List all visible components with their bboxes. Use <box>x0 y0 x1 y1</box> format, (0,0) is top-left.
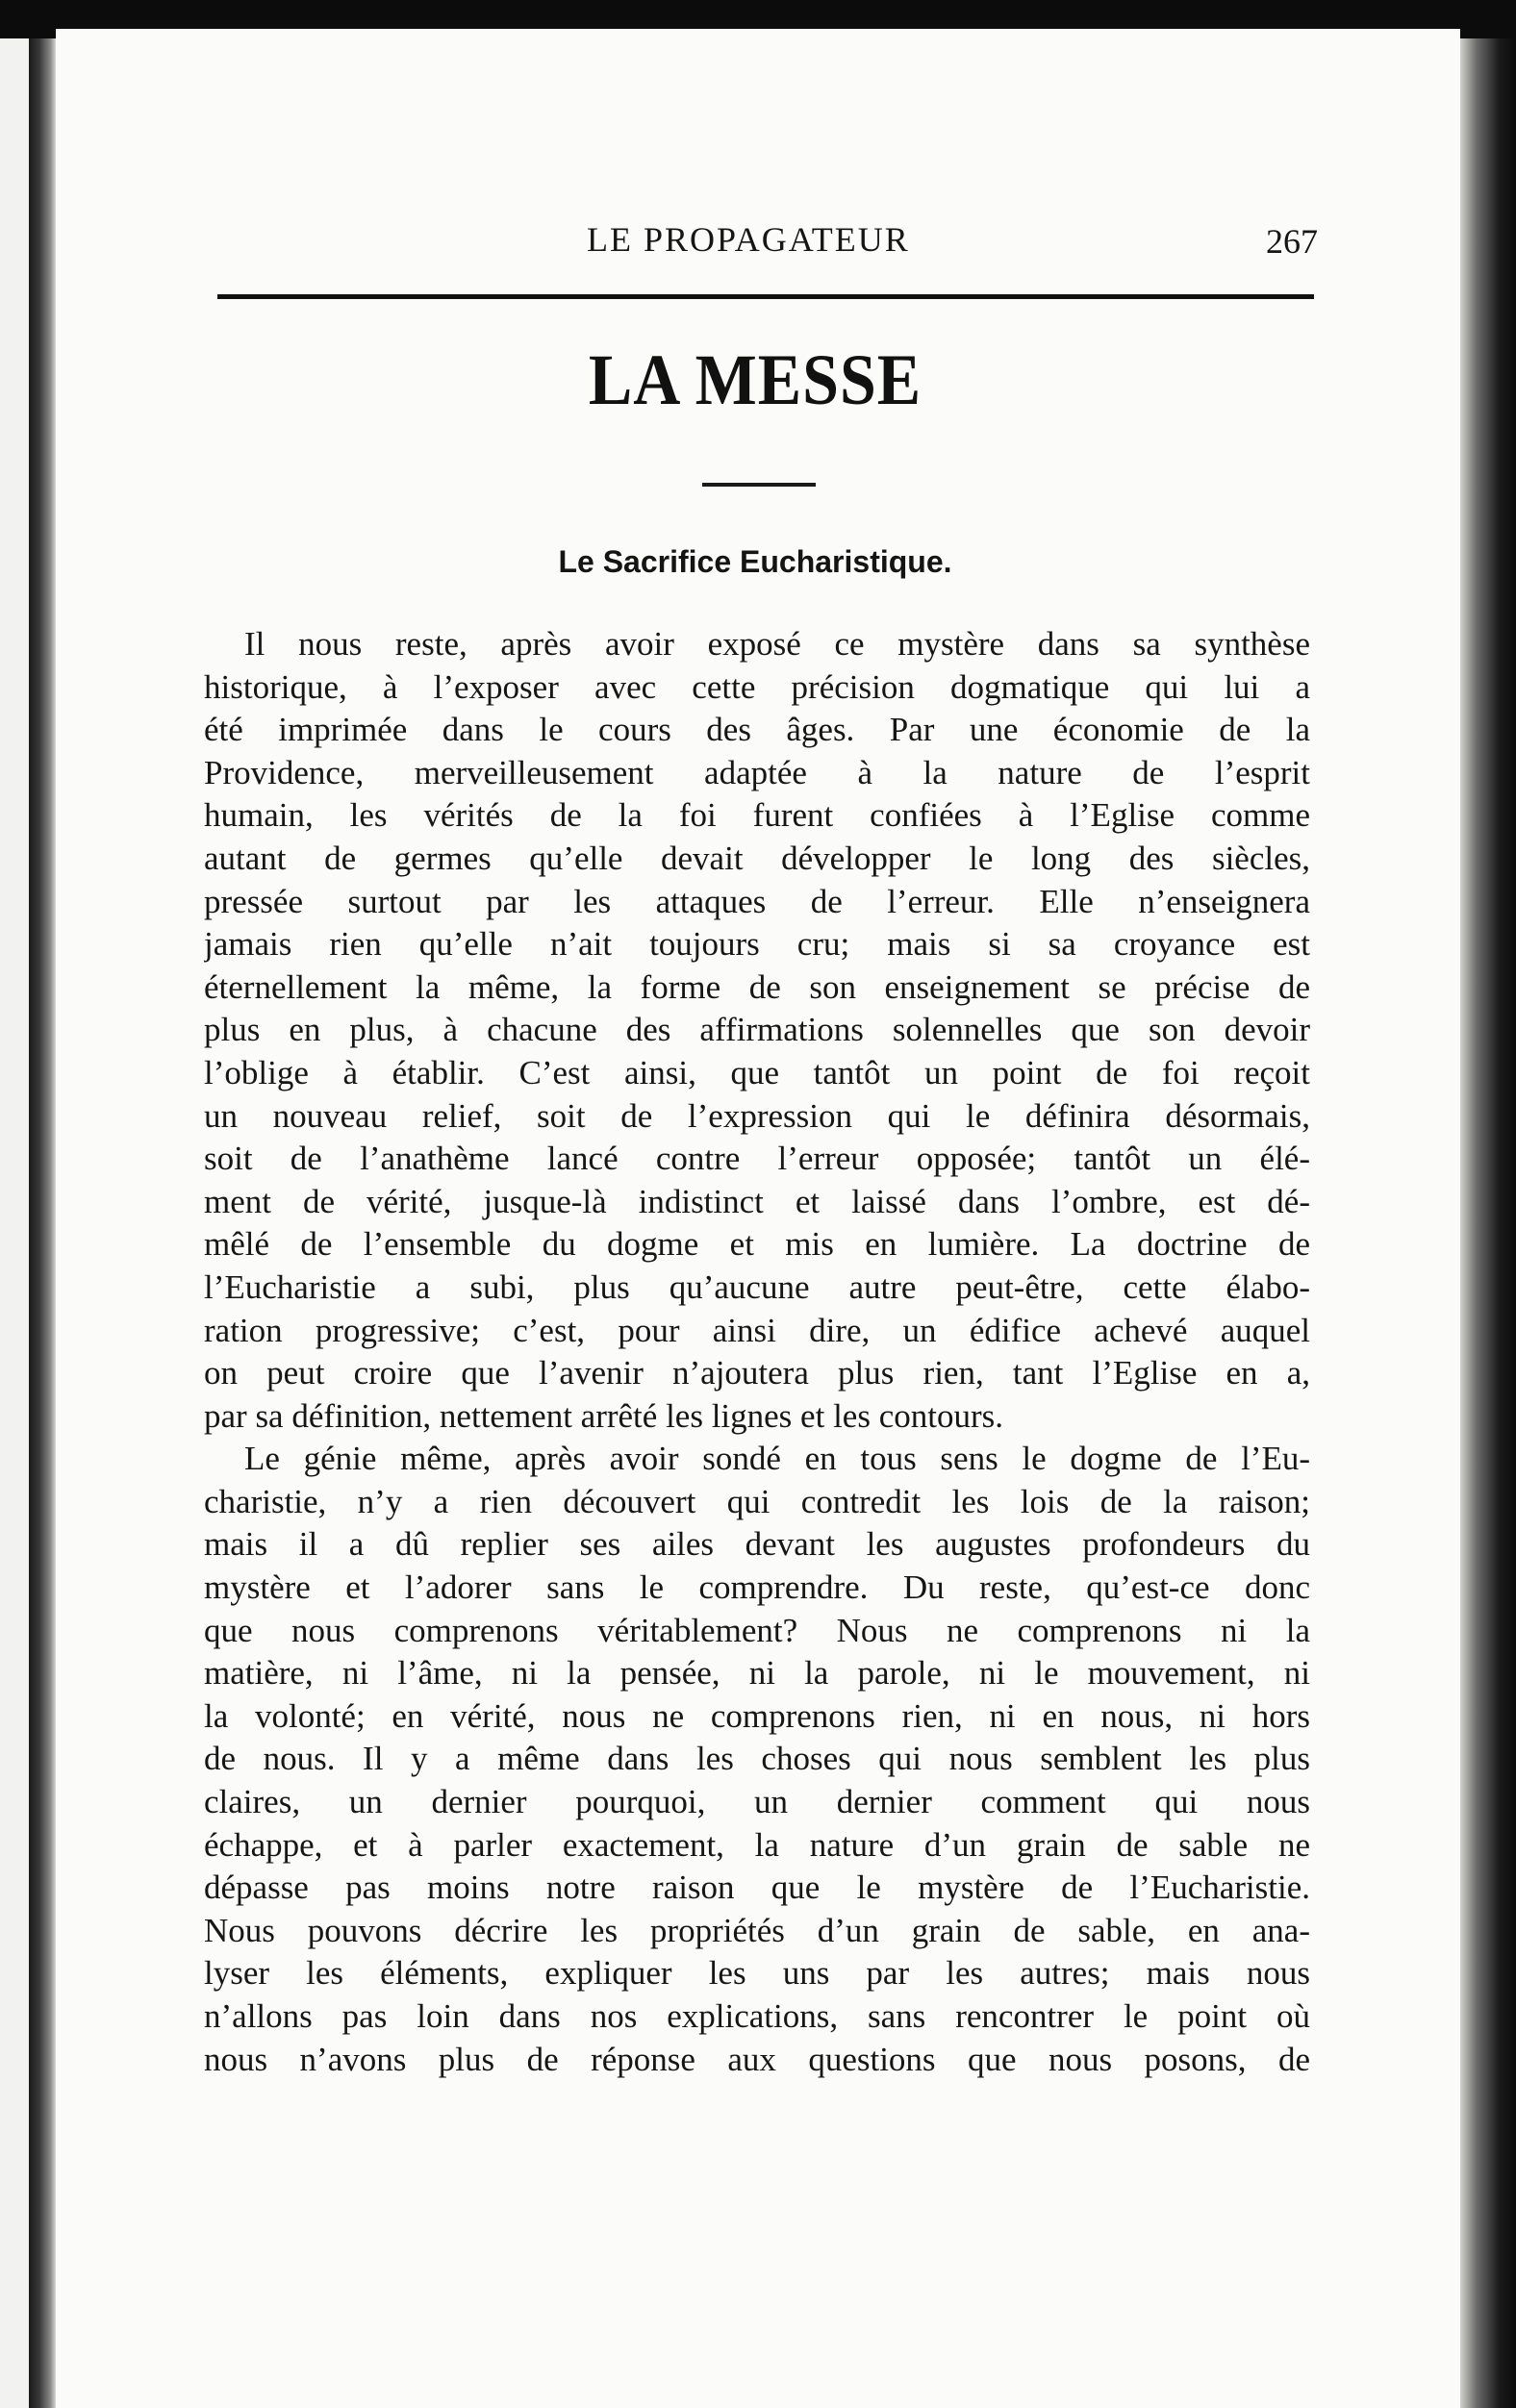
text-line: jamais rien qu’elle n’ait toujours cru; mais si sa croyance est <box>204 925 1310 964</box>
text-line: la volonté; en vérité, nous ne comprenons rien, ni en nous, ni hors <box>204 1696 1310 1735</box>
running-title: LE PROPAGATEUR <box>587 220 910 259</box>
binding-gutter-left <box>29 38 56 2408</box>
text-line: matière, ni l’âme, ni la pensée, ni la parole, ni le mouvement, ni <box>204 1654 1310 1693</box>
text-line: autant de germes qu’elle devait développer le long des siècles, <box>204 839 1310 877</box>
text-line: on peut croire que l’avenir n’ajoutera plus rien, tant l’Eglise en a, <box>204 1354 1310 1392</box>
text-line: soit de l’anathème lancé contre l’erreur opposée; tantôt un élé- <box>204 1140 1310 1178</box>
text-line: éternellement la même, la forme de son enseignement se précise de <box>204 967 1310 1006</box>
text-line: Il nous reste, après avoir exposé ce mystère dans sa synthèse <box>244 625 1310 663</box>
article-title: LA MESSE <box>588 339 922 420</box>
text-line: n’allons pas loin dans nos explications, sans rencontrer le point où <box>204 1997 1310 2035</box>
text-line: lyser les éléments, expliquer les uns par les autres; mais nous <box>204 1954 1310 1993</box>
facing-page-edge <box>0 38 29 2408</box>
text-line: pressée surtout par les attaques de l’erreur. Elle n’enseignera <box>204 882 1310 920</box>
text-line: claires, un dernier pourquoi, un dernier comment qui nous <box>204 1783 1310 1821</box>
text-line: l’oblige à établir. C’est ainsi, que tantôt un point de foi reçoit <box>204 1053 1310 1091</box>
binding-gutter-right <box>1460 38 1516 2408</box>
text-line: mais il a dû replier ses ailes devant les augustes profondeurs du <box>204 1525 1310 1564</box>
header-rule <box>217 294 1314 299</box>
text-line: échappe, et à parler exactement, la nature d’un grain de sable ne <box>204 1825 1310 1864</box>
text-line: dépasse pas moins notre raison que le mystère de l’Eucharistie. <box>204 1869 1310 1907</box>
text-line: un nouveau relief, soit de l’expression qui le définira désormais, <box>204 1096 1310 1135</box>
text-line: mystère et l’adorer sans le comprendre. Du reste, qu’est-ce donc <box>204 1568 1310 1607</box>
text-line: de nous. Il y a même dans les choses qui nous semblent les plus <box>204 1740 1310 1778</box>
text-line: charistie, n’y a rien découvert qui contredit les lois de la raison; <box>204 1482 1310 1520</box>
text-line: ration progressive; c’est, pour ainsi dire, un édifice achevé auquel <box>204 1311 1310 1349</box>
text-line: plus en plus, à chacune des affirmations solennelles que son devoir <box>204 1011 1310 1049</box>
text-line: que nous comprenons véritablement? Nous ne comprenons ni la <box>204 1611 1310 1649</box>
text-line: l’Eucharistie a subi, plus qu’aucune autre peut-être, cette élabo- <box>204 1267 1310 1306</box>
text-line: mêlé de l’ensemble du dogme et mis en lumière. La doctrine de <box>204 1225 1310 1264</box>
text-line: par sa définition, nettement arrêté les lignes et les contours. <box>204 1396 1003 1435</box>
paragraph <box>204 1438 1310 2081</box>
body-text <box>204 623 1310 2081</box>
text-line: humain, les vérités de la foi furent confiées à l’Eglise comme <box>204 796 1310 835</box>
running-header <box>221 219 1318 273</box>
section-heading: Le Sacrifice Eucharistique. <box>558 544 952 579</box>
text-line: nous n’avons plus de réponse aux questions que nous posons, de <box>204 2040 1310 2078</box>
title-rule <box>702 483 816 487</box>
text-line: été imprimée dans le cours des âges. Par une économie de la <box>204 711 1310 749</box>
text-line: Providence, merveilleusement adaptée à la nature de l’esprit <box>204 753 1310 791</box>
text-line: ment de vérité, jusque-là indistinct et laissé dans l’ombre, est dé- <box>204 1182 1310 1220</box>
text-line: Nous pouvons décrire les propriétés d’un grain de sable, en ana- <box>204 1911 1310 1949</box>
text-line: historique, à l’exposer avec cette précision dogmatique qui lui a <box>204 667 1310 706</box>
text-line: Le génie même, après avoir sondé en tous sens le dogme de l’Eu- <box>244 1440 1310 1478</box>
paragraph <box>204 623 1310 1438</box>
page-number: 267 <box>1266 222 1318 261</box>
